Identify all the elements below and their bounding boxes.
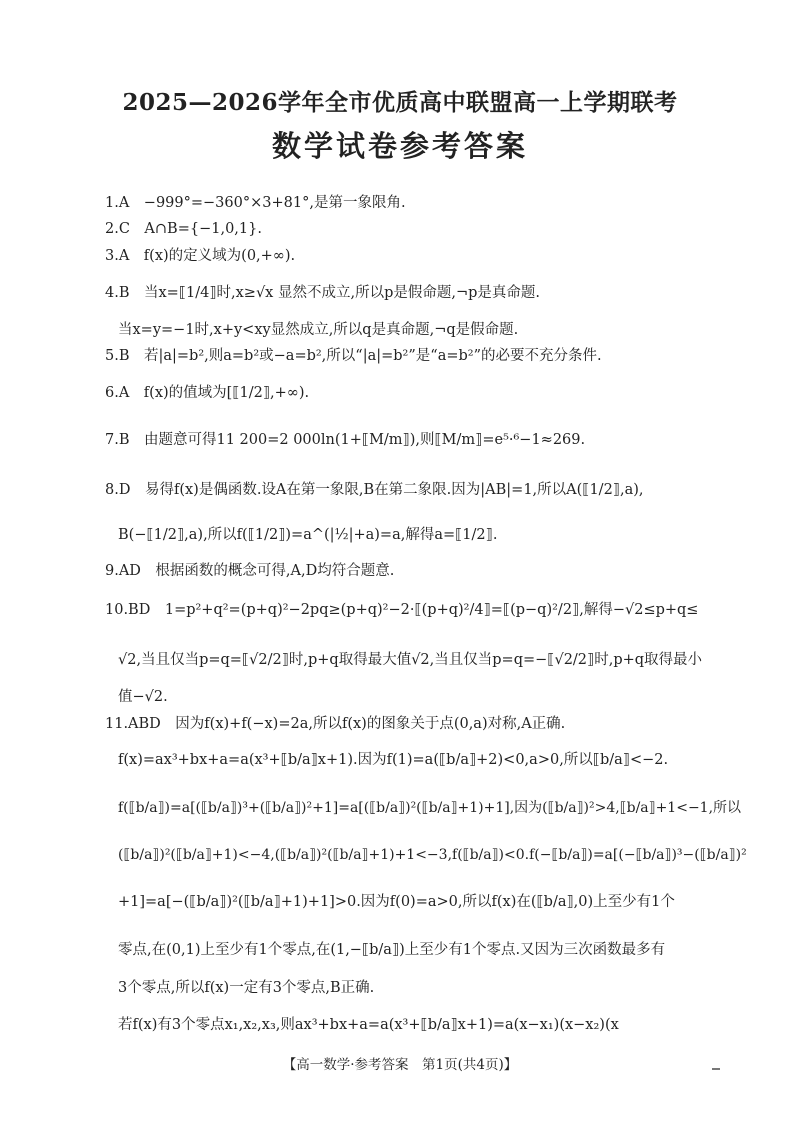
answer-line: f(⟦b/a⟧)=a[(⟦b/a⟧)³+(⟦b/a⟧)²+1]=a[(⟦b/a⟧)²(⟦b/a⟧+1)+1],因为(⟦b/a⟧)²>4,⟦b/a⟧+1<−1,所以: [118, 800, 742, 816]
answer-line: 值−√2.: [118, 689, 168, 705]
answer-line: 3个零点,所以f(x)一定有3个零点,B正确.: [118, 980, 375, 996]
answer-line: 零点,在(0,1)上至少有1个零点,在(1,−⟦b/a⟧)上至少有1个零点.又因为三次函数最多有: [118, 942, 666, 958]
answer-line: 10.BD 1=p²+q²=(p+q)²−2pq≥(p+q)²−2·⟦(p+q)²/4⟧=⟦(p−q)²/2⟧,解得−√2≤p+q≤: [105, 602, 699, 618]
answer-line: 11.ABD 因为f(x)+f(−x)=2a,所以f(x)的图象关于点(0,a)对称,A正确.: [105, 716, 566, 732]
answer-line: 4.B 当x=⟦1/4⟧时,x≥√x 显然不成立,所以p是假命题,¬p是真命题.: [105, 285, 541, 301]
answer-line: (⟦b/a⟧)²(⟦b/a⟧+1)<−4,(⟦b/a⟧)²(⟦b/a⟧+1)+1<−3,f(⟦b/a⟧)<0.f(−⟦b/a⟧)=a[(−⟦b/a⟧)³−(⟦b/a⟧)²: [118, 847, 747, 863]
answer-line: 2.C A∩B={−1,0,1}.: [105, 221, 262, 237]
answer-line: √2,当且仅当p=q=⟦√2/2⟧时,p+q取得最大值√2,当且仅当p=q=−⟦√2/2⟧时,p+q取得最小: [118, 652, 703, 668]
answer-line: 当x=y=−1时,x+y<xy显然成立,所以q是真命题,¬q是假命题.: [118, 322, 519, 338]
answer-line: 3.A f(x)的定义域为(0,+∞).: [105, 248, 296, 264]
answer-line: 1.A −999°=−360°×3+81°,是第一象限角.: [105, 195, 406, 211]
answer-line: 5.B 若|a|=b²,则a=b²或−a=b²,所以“|a|=b²”是“a=b²”的必要不充分条件.: [105, 348, 602, 364]
document-title: 2025—2026学年全市优质高中联盟高一上学期联考: [122, 89, 678, 116]
document-subtitle: 数学试卷参考答案: [271, 129, 528, 163]
answer-line: 若f(x)有3个零点x₁,x₂,x₃,则ax³+bx+a=a(x³+⟦b/a⟧x+1)=a(x−x₁)(x−x₂)(x: [118, 1017, 619, 1033]
page-mark: [712, 1068, 720, 1070]
answer-line: f(x)=ax³+bx+a=a(x³+⟦b/a⟧x+1).因为f(1)=a(⟦b/a⟧+2)<0,a>0,所以⟦b/a⟧<−2.: [118, 752, 669, 768]
answer-line: 6.A f(x)的值域为[⟦1/2⟧,+∞).: [105, 385, 310, 401]
page-footer: 【高一数学·参考答案 第1页(共4页)】: [282, 1057, 518, 1073]
answer-line: +1]=a[−(⟦b/a⟧)²(⟦b/a⟧+1)+1]>0.因为f(0)=a>0,所以f(x)在(⟦b/a⟧,0)上至少有1个: [118, 894, 675, 910]
answer-line: 8.D 易得f(x)是偶函数.设A在第一象限,B在第二象限.因为|AB|=1,所以A(⟦1/2⟧,a),: [105, 482, 644, 498]
answer-line: 9.AD 根据函数的概念可得,A,D均符合题意.: [105, 563, 395, 579]
answer-line: 7.B 由题意可得11 200=2 000ln(1+⟦M/m⟧),则⟦M/m⟧=e⁵·⁶−1≈269.: [105, 432, 586, 448]
answer-line: B(−⟦1/2⟧,a),所以f(⟦1/2⟧)=a^(|½|+a)=a,解得a=⟦1/2⟧.: [118, 527, 498, 543]
